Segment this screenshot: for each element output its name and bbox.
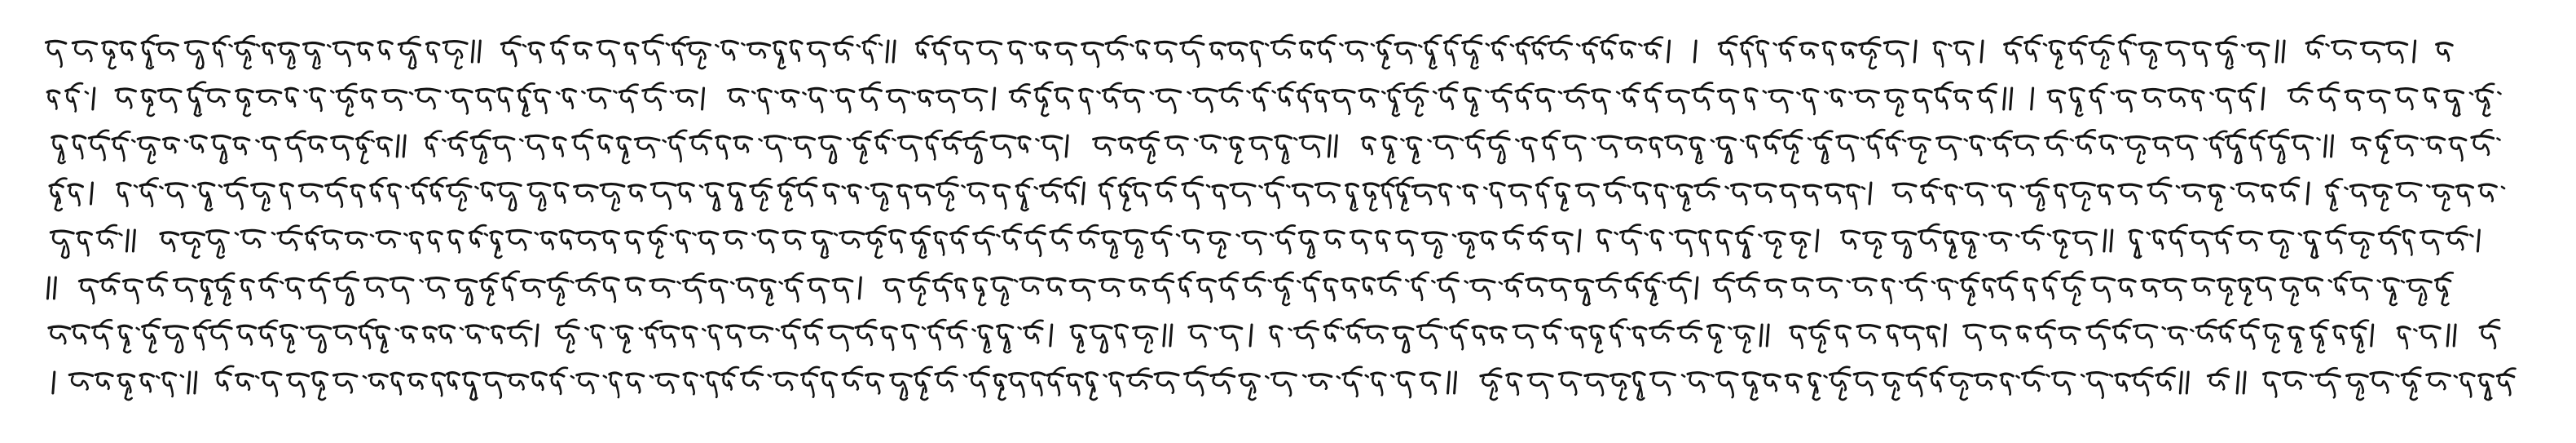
manuscript-line	[41, 122, 2543, 170]
handwritten-script-line	[41, 170, 2543, 217]
handwritten-script-line	[41, 359, 2543, 406]
manuscript-line	[41, 217, 2543, 264]
handwritten-script-line	[41, 28, 2543, 75]
manuscript-line	[41, 359, 2543, 406]
handwritten-script-line	[41, 75, 2543, 122]
manuscript-line	[41, 170, 2543, 217]
handwritten-script-line	[41, 312, 2543, 359]
handwritten-script-line	[41, 264, 2543, 312]
manuscript-line	[41, 312, 2543, 359]
handwritten-script-line	[41, 217, 2543, 264]
manuscript-line	[41, 264, 2543, 312]
manuscript-line	[41, 75, 2543, 122]
manuscript-text-block	[41, 28, 2543, 406]
handwritten-script-line	[41, 122, 2543, 170]
manuscript-line	[41, 28, 2543, 75]
